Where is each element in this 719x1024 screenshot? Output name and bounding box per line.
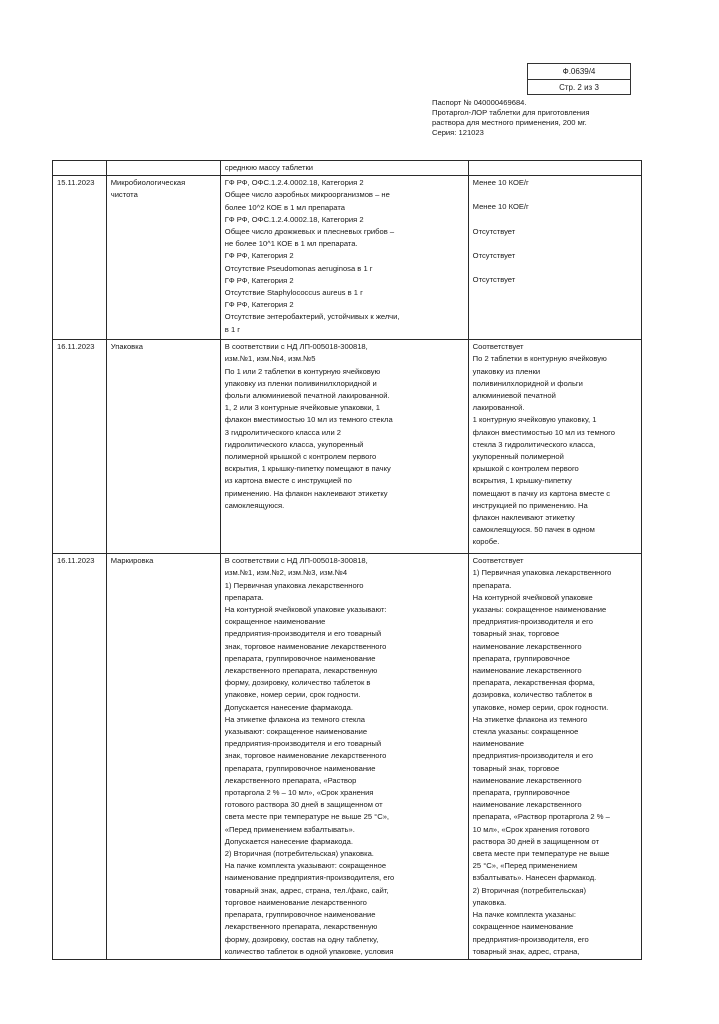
result-line: наименование	[472, 739, 525, 749]
result-line: упаковку из пленки	[472, 366, 541, 376]
result-line: товарный знак, торговое	[472, 629, 560, 639]
result-line: 25 °С», «Перед применением	[472, 861, 578, 871]
result-cell	[468, 161, 641, 176]
result-line: наименование лекарственного	[472, 641, 582, 651]
requirement-line: самоклеящуюся.	[224, 500, 285, 510]
table-row	[53, 340, 642, 554]
form-code-box	[527, 63, 631, 95]
test-date: 16.11.2023	[57, 556, 95, 566]
quality-control-table	[52, 160, 642, 960]
result-cell	[468, 176, 641, 340]
requirement-line: света месте при температуре не выше 25 °С»,	[224, 812, 390, 822]
requirement-line: Общее число аэробных микроорганизмов – не	[224, 190, 390, 200]
requirement-line: ГФ РФ, ОФС.1.2.4.0002.18, Категория 2	[224, 178, 364, 188]
requirement-line: Отсутствие энтеробактерий, устойчивых к желчи,	[224, 312, 400, 322]
result-line: Отсутствует	[472, 226, 516, 236]
test-date-cell	[53, 161, 107, 176]
result-line: предприятия-производителя, его	[472, 934, 589, 944]
requirement-line: ГФ РФ, Категория 2	[224, 300, 294, 310]
result-line: 1 контурную ячейковую упаковку, 1	[472, 415, 597, 425]
result-line: Соответствует	[472, 342, 524, 352]
requirement-line: форму, дозировку, состав на одну таблетку,	[224, 934, 379, 944]
result-line: препарата.	[472, 580, 512, 590]
result-line: предприятия-производителя и его	[472, 617, 593, 627]
result-line: стекла указаны: сокращенное	[472, 727, 579, 737]
requirement-line: ГФ РФ, ОФС.1.2.4.0002.18, Категория 2	[224, 214, 364, 224]
requirement-line: препарата, группировочное наименование	[224, 910, 376, 920]
indicator-name-cell	[106, 176, 220, 340]
result-line: сокращенное наименование	[472, 922, 574, 932]
passport-number: Паспорт № 040000469684.	[432, 98, 527, 107]
test-date: 16.11.2023	[57, 342, 95, 352]
result-line: алюминиевой печатной	[472, 391, 556, 401]
requirement-line: По 1 или 2 таблетки в контурную ячейковую	[224, 366, 381, 376]
requirement-line: изм.№1, изм.№4, изм.№5	[224, 354, 316, 364]
result-line: товарный знак, торговое	[472, 763, 560, 773]
result-line: По 2 таблетки в контурную ячейковую	[472, 354, 607, 364]
result-line: коробе.	[472, 537, 500, 547]
result-line: самоклеящуюся. 50 пачек в одном	[472, 525, 595, 535]
requirement-line: 2) Вторичная (потребительская) упаковка.	[224, 849, 374, 859]
requirement-line: форму, дозировку, количество таблеток в	[224, 678, 371, 688]
result-line: упаковка.	[472, 897, 507, 907]
result-line: 10 мл», «Срок хранения готового	[472, 824, 590, 834]
requirement-line: количество таблеток в одной упаковке, условия	[224, 946, 394, 956]
requirement-line: предприятия-производителя и его товарный	[224, 629, 382, 639]
requirement-line: В соответствии с НД ЛП-005018-300818,	[224, 342, 368, 352]
indicator-name-cell	[106, 161, 220, 176]
result-line: взбалтывать». Нанесен фармакод.	[472, 873, 597, 883]
requirement-line: упаковку из пленки поливинилхлоридной и	[224, 378, 377, 388]
requirement-line: протаргола 2 % – 10 мл», «Срок хранения	[224, 788, 374, 798]
requirement-line: лекарственного препарата, лекарственную	[224, 666, 378, 676]
indicator-name-line: Маркировка	[110, 556, 154, 566]
requirement-line: фольги алюминиевой печатной лакированной.	[224, 391, 390, 401]
test-date-cell	[53, 340, 107, 554]
requirement-line: указывают: сокращенное наименование	[224, 727, 368, 737]
product-name-line-2: раствора для местного применения, 200 мг.	[432, 118, 587, 127]
result-line: 1) Первичная упаковка лекарственного	[472, 568, 612, 578]
passport-header	[432, 98, 632, 138]
requirement-line: полимерной крышкой с контролем первого	[224, 452, 377, 462]
requirement-line: флакон вместимостью 10 мл из темного стекла	[224, 415, 393, 425]
result-line: флакон наклеивают этикетку	[472, 513, 575, 523]
result-line: Менее 10 КОЕ/г	[472, 178, 529, 188]
requirement-line: лекарственного препарата, лекарственную	[224, 922, 378, 932]
result-line: указаны: сокращенное наименование	[472, 605, 607, 615]
requirement-cell	[220, 554, 468, 960]
requirement-line: препарата, группировочное наименование	[224, 763, 376, 773]
form-code: Ф.0639/4	[562, 67, 596, 76]
result-line: стекла 3 гидролитического класса,	[472, 439, 596, 449]
requirement-line: знак, торговое наименование лекарственного	[224, 641, 387, 651]
requirement-line: Общее число дрожжевых и плесневых грибов –	[224, 227, 395, 237]
requirement-cell	[220, 176, 468, 340]
requirement-line: 3 гидролитического класса или 2	[224, 427, 342, 437]
requirement-line: не более 10^1 КОЕ в 1 мл препарата.	[224, 239, 358, 249]
requirement-line: товарный знак, адрес, страна, тел./факс, сайт,	[224, 885, 389, 895]
result-line: вскрытия, 1 крышку-пипетку	[472, 476, 572, 486]
indicator-name-line: Микробиологическая	[110, 178, 186, 188]
result-line: препарата, группировочное	[472, 653, 570, 663]
result-line: Отсутствует	[472, 275, 516, 285]
requirement-line: изм.№1, изм.№2, изм.№3, изм.№4	[224, 568, 348, 578]
result-line: Соответствует	[472, 556, 524, 566]
requirement-line: применению. На флакон наклеивают этикетку	[224, 488, 388, 498]
result-cell	[468, 340, 641, 554]
result-line: 2) Вторичная (потребительская)	[472, 885, 587, 895]
table-row	[53, 554, 642, 960]
requirement-line: в 1 г	[224, 324, 241, 334]
result-line: инструкцией по применению. На	[472, 500, 588, 510]
requirement-line: На этикетке флакона из темного стекла	[224, 714, 366, 724]
requirement-line: гидролитического класса, укупоренный	[224, 439, 364, 449]
test-date-cell	[53, 176, 107, 340]
result-line: На этикетке флакона из темного	[472, 714, 588, 724]
result-line: предприятия-производителя и его	[472, 751, 593, 761]
indicator-name-line: чистота	[110, 190, 138, 200]
result-line: товарный знак, адрес, страна,	[472, 946, 580, 956]
result-cell	[468, 554, 641, 960]
result-line: света месте при температуре не выше	[472, 849, 610, 859]
requirement-line: Отсутствие Staphylococcus aureus в 1 г	[224, 288, 363, 298]
result-line: помещают в пачку из картона вместе с	[472, 488, 611, 498]
indicator-name-line: Упаковка	[110, 342, 143, 352]
result-line: упаковке, номер серии, срок годности.	[472, 702, 609, 712]
result-line: наименование лекарственного	[472, 666, 582, 676]
requirement-line: среднюю массу таблетки	[224, 163, 314, 172]
indicator-name-cell	[106, 554, 220, 960]
requirement-line: из картона вместе с инструкцией по	[224, 476, 352, 486]
requirement-line: знак, торговое наименование лекарственного	[224, 751, 387, 761]
requirement-cell	[220, 161, 468, 176]
requirement-line: более 10^2 КОЕ в 1 мл препарата	[224, 202, 345, 212]
requirement-line: Допускается нанесение фармакода.	[224, 836, 353, 846]
requirement-line: На контурной ячейковой упаковке указывают:	[224, 605, 387, 615]
result-line: Менее 10 КОЕ/г	[472, 202, 529, 212]
result-line: флакон вместимостью 10 мл из темного	[472, 427, 615, 437]
requirement-line: ГФ РФ, Категория 2	[224, 251, 294, 261]
test-date-cell	[53, 554, 107, 960]
requirement-line: Допускается нанесение фармакода.	[224, 702, 353, 712]
table-row	[53, 161, 642, 176]
result-line: дозировка, количество таблеток в	[472, 690, 593, 700]
result-line: наименование лекарственного	[472, 775, 582, 785]
result-line: наименование лекарственного	[472, 800, 582, 810]
requirement-line: торговое наименование лекарственного	[224, 897, 367, 907]
result-line: поливинилхлоридной и фольги	[472, 378, 583, 388]
result-line: На контурной ячейковой упаковке	[472, 592, 593, 602]
requirement-line: препарата.	[224, 592, 264, 602]
requirement-line: Отсутствие Pseudomonas aeruginosa в 1 г	[224, 263, 373, 273]
requirement-line: наименование предприятия-производителя, его	[224, 873, 395, 883]
result-line: препарата, «Раствор протаргола 2 % –	[472, 812, 610, 822]
result-line: На пачке комплекта указаны:	[472, 910, 576, 920]
requirement-line: упаковке, номер серии, срок годности.	[224, 690, 361, 700]
requirement-line: сокращенное наименование	[224, 617, 326, 627]
result-line: лакированной.	[472, 403, 525, 413]
page-number: Стр. 2 из 3	[528, 79, 630, 95]
result-line: Отсутствует	[472, 250, 516, 260]
requirement-line: 1, 2 или 3 контурные ячейковые упаковки, 1	[224, 403, 381, 413]
test-date: 15.11.2023	[57, 178, 95, 188]
requirement-line: На пачке комплекта указывают: сокращенное	[224, 861, 387, 871]
requirement-line: препарата, группировочное наименование	[224, 653, 376, 663]
requirement-cell	[220, 340, 468, 554]
requirement-line: предприятия-производителя и его товарный	[224, 739, 382, 749]
requirement-line: ГФ РФ, Категория 2	[224, 275, 294, 285]
product-name-line-1: Протаргол-ЛОР таблетки для приготовления	[432, 108, 590, 117]
result-line: препарата, лекарственная форма,	[472, 678, 595, 688]
table-row	[53, 176, 642, 340]
result-line: раствора 30 дней в защищенном от	[472, 836, 600, 846]
indicator-name-cell	[106, 340, 220, 554]
requirement-line: 1) Первичная упаковка лекарственного	[224, 580, 364, 590]
result-line: укупоренный полимерной	[472, 452, 564, 462]
requirement-line: вскрытия, 1 крышку-пипетку помещают в пачку	[224, 464, 391, 474]
batch-number: Серия: 121023	[432, 128, 484, 137]
result-line: препарата, группировочное	[472, 788, 570, 798]
requirement-line: готового раствора 30 дней в защищенном от	[224, 800, 383, 810]
requirement-line: «Перед применением взбалтывать».	[224, 824, 355, 834]
requirement-line: В соответствии с НД ЛП-005018-300818,	[224, 556, 368, 566]
requirement-line: лекарственного препарата, «Раствор	[224, 775, 357, 785]
result-line: крышкой с контролем первого	[472, 464, 579, 474]
